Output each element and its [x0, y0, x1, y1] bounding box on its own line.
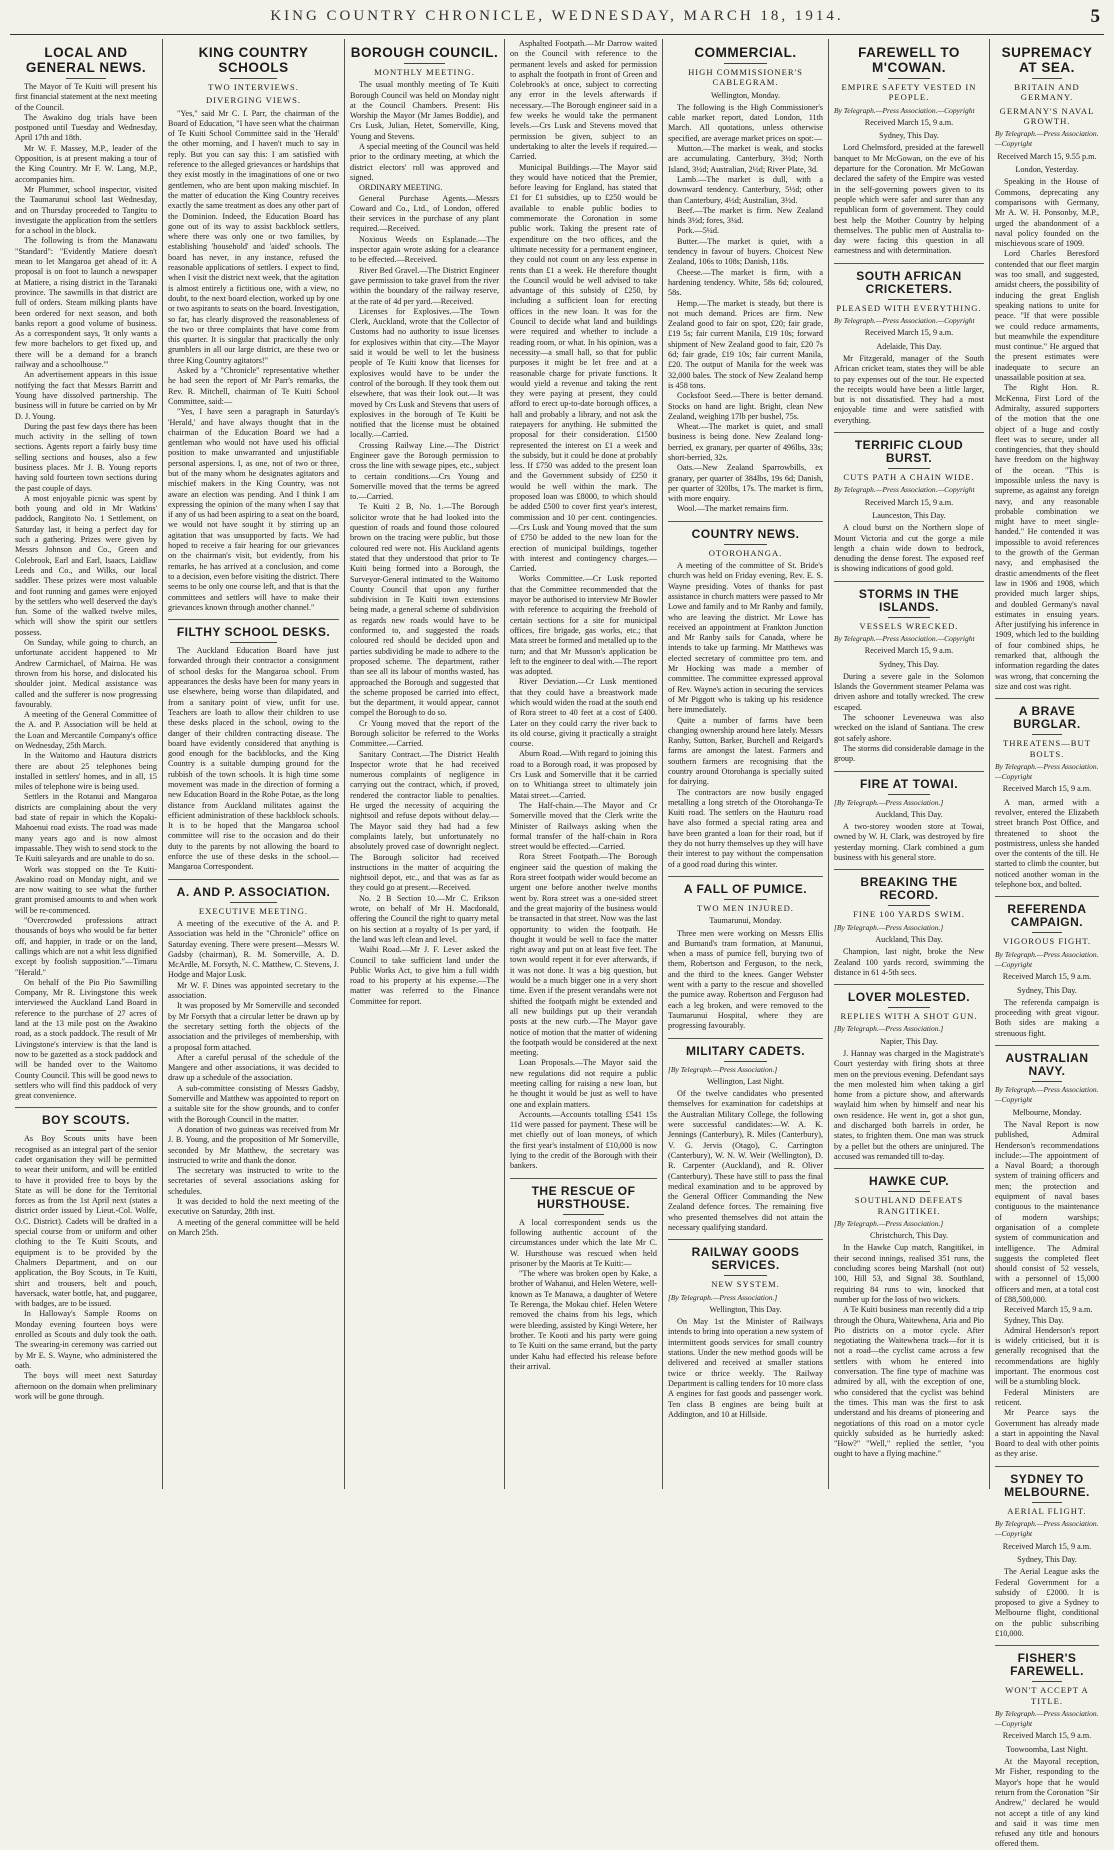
article-paragraph: Waihi Road.—Mr J. F. Lever asked the Council to take sufficient land under the Public Works Act, to give him a full width road to his property at his expense.—The matter was referred to the Finance Committee for report. — [350, 945, 499, 1006]
article-paragraph: Wheat.—The market is quiet, and small business is being done. New Zealand long-berried, ex granary, per quarter of 496lbs, 33s; short-berried, 32s. — [668, 422, 823, 462]
article-divider — [995, 1645, 1099, 1646]
article-paragraph: An advertisement appears in this issue notifying the fact that Messrs Barritt and Young have dissolved partnership. The business will in future be carried on by Mr D. J. Young. — [15, 370, 157, 421]
article-headline: FIRE AT TOWAI. — [859, 776, 959, 791]
article-subheading: EXECUTIVE MEETING. — [198, 905, 309, 916]
article-headline: KING COUNTRY SCHOOLS — [198, 45, 309, 75]
article-received-time: Received March 15, 9.55 p.m. — [997, 151, 1097, 161]
article-paragraph: Works Committee.—Cr Lusk reported that the Committee recommended that the mayor be authorised to interview Mr Bowler with reference to acquiring the freehold of certain sections for a site for municipal offices, fire brigade, gas works, etc.; that Mata street be formed and metalled up to the turn; and that Mr Musson's application be left to the engineer to deal with.—The report was adopted. — [510, 574, 657, 677]
article — [995, 1045, 1099, 1460]
article-paragraph: A most enjoyable picnic was spent by both young and old in Mr Watkins' paddock, Rangitoto No. 1 Settlement, on Saturday last, it being a perfect day for such a gathering. Prizes were given by Messrs Johnson and Co., Green and Colebrook, Earl and Earl, Isaacs, Laidlaw Leeds and Co., and Wilks, our local saddler. These prizes were most valuable and foot running and games were enjoyed by the settlers who well deserved the day's fun. Some of the walked twelve miles, which will show the spirit our settlers possess. — [15, 493, 157, 637]
article-paragraph: "The where was broken open by Kake, a brother of Wahanui, and Helen Wetere, well-known as Te Manawa, a daughter of Wetere Te Rerenga, the Mokau chief. Helen Wetere removed the chains from his legs, which were bleeding, assisted by Kingi Wetere, her brother. Te Kooti and his party were going to Te Kuiti on the same errand, but the party under Kahu had effected his release before their arrival. — [510, 1269, 657, 1371]
article-paragraph: A meeting of the General Committee of the A. and P. Association will be held at the Loan and Mercantile Company's office on Wednesday, 25th March. — [15, 710, 157, 750]
article-divider — [668, 1239, 823, 1240]
article-paragraph: The following is the High Commissioner's cable market report, dated London, 11th March. All quotations, unless otherwise specified, are average market prices on spot:— — [668, 102, 823, 143]
article-headline: BOY SCOUTS. — [42, 1113, 130, 1128]
article-headline: A FALL OF PUMICE. — [683, 881, 808, 896]
headline-rule — [888, 617, 930, 618]
article-paragraph: It was proposed by Mr Somerville and seconded by Mr Forsyth that a circular letter be drawn up by the secretary setting forth the objects of the association and the privileges of membership, with a proposal form attached. — [168, 1001, 339, 1052]
article-paragraph: Mr W. F. Dines was appointed secretary to the association. — [168, 980, 339, 1001]
article-paragraph: The usual monthly meeting of Te Kuiti Borough Council was held on Monday night at the Council Chambers. Present: His Worship the Mayor (Mr James Boddie), and Crs Lusk, Julian, Hetet, Somerville, King, Young and Stevens. — [350, 80, 499, 141]
article-dateline: By Telegraph.—Press Association.—Copyright — [995, 1085, 1099, 1105]
article-subheading: FINE 100 YARDS SWIM. — [853, 909, 965, 920]
article-subheading: MONTHLY MEETING. — [374, 67, 475, 77]
article-paragraph: Lord Chelmsford, presided at the farewell banquet to Mr McGowan, on the eve of his departure for the Coronation. Mr McGowan declared the safety of the Empire was vested in the self-governing powers given to its people which were safer and surer than any republican form of government. They could best help the Mother Country by helping themselves. The public men of Australia to-day were facing this question in all earnestness and with determination. — [834, 143, 984, 256]
article-divider — [995, 1466, 1099, 1467]
article-headline: A. AND P. ASSOCIATION. — [176, 884, 331, 899]
article-paragraph: The Awakino dog trials have been postponed until Tuesday and Wednesday, April 17th and 18th. — [15, 112, 157, 143]
article — [995, 896, 1099, 1039]
article — [834, 432, 984, 575]
article-place: Auckland, This Day. — [875, 809, 943, 819]
article-paragraph: Noxious Weeds on Esplanade.—The inspector again wrote asking for a clearance to be effected.—Received. — [350, 234, 499, 265]
article — [834, 771, 984, 864]
article-dateline: [By Telegraph.—Press Association.] — [834, 922, 944, 932]
article-paragraph: Mr Pearce says the Government has already made a start in appointing the Naval Board to deal with other points as they arise. — [995, 1408, 1099, 1459]
article — [995, 698, 1099, 890]
article-divider — [834, 581, 984, 582]
article — [350, 45, 499, 1007]
headline-rule — [724, 899, 767, 900]
article-paragraph: A meeting of the executive of the A. and P. Association was held in the "Chronicle" office on Saturday evening. There were present—Messrs W. Gadsby (chairman), R. M. Somerville, A. D. McArdle, M. Forsyth, N. C. Matthew, C. Stevens, J. Hodge and Major Lusk. — [168, 918, 339, 980]
article-headline: A BRAVE BURGLAR. — [1013, 704, 1081, 732]
columns-container — [10, 39, 1104, 1849]
column-5 — [663, 39, 829, 1489]
article-paragraph: On behalf of the Pio Pio Sawmilling Company, Mr R. Livingstone this week interviewed the Auckland Land Board in reference to the purchase of 27 acres of land at the 13 mile post on the Awakino road, as a stock paddock. The result of Mr Livingstone's interview is that the land is now to be gazetted as a stock paddock and will be handed over to the Waitomo County Council. This will be good news to settlers who will find this paddock of very great convenience. — [15, 977, 157, 1101]
article — [668, 1239, 823, 1420]
article-divider — [834, 1168, 984, 1169]
article-subheading: REPLIES WITH A SHOT GUN. — [840, 1011, 978, 1022]
column-2 — [163, 39, 345, 1489]
article-paragraph: "Yes, I have seen a paragraph in Saturday's 'Herald,' and have always thought that in the chairman of the Education Board we had a gentleman who would not have used his official position to make unwarranted and unjustifiable personal aspersions. I, as one, not of two or three, but of the many whom he designates agitators and mischief makers in the King Country, was not aware an election was pending. And I think I am expressing the opinion of the many when I say that if any of us had been aspiring to a seat on the board, we would not have sought it by stirring up an agitation that was unsupported by facts. We had hoped to receive a fair hearing for our grievances on the chairman's visit, but evidently, from his remarks, he has arrived at a conclusion, and come to a decision, even before visiting the district. There seems to be only one course left, and that is that the committees and settlers will have to make their grievances known through another channel." — [168, 407, 339, 612]
article — [668, 876, 823, 1032]
article-headline: BREAKING THE RECORD. — [860, 875, 958, 903]
article-paragraph: Of the twelve candidates who presented themselves for examination for cadetships at the Australian Military College, the following were successful candidates:—W. A. K. Jennings (Canterbury), R. Miles (Canterbury), V. G. Jervis (Otago), C. Carrington (Canterbury), W. N. W. Weir (Wellington), D. R. Carpenter (Auckland), and R. Oliver (Canterbury). These have still to pass the final medical examination and to be approved by the General Officer Commanding the New Zealand defence forces. The remaining five who presented themselves did not attain the necessary qualifying standard. — [668, 1089, 823, 1232]
headline-rule — [724, 63, 767, 64]
article-subheading: NEW SYSTEM. — [711, 1279, 780, 1290]
article-paragraph: Licenses for Explosives.—The Town Clerk, Auckland, wrote that the Collector of Customs had no authority to issue licenses for explosives within that city.—The Mayor said it would be well to let the business people of Te Kuiti know that licenses for explosives would have to be under the control of the borough. If they took them out elsewhere, that was their look out.—It was moved by Crs Lusk and Stevens that users of explosives in the borough of Te Kuiti be notified that the license must be obtained locally.—Carried. — [350, 306, 499, 440]
article-divider — [15, 1107, 157, 1108]
article-paragraph: Settlers in the Rotanui and Mangaroa districts are complaining about the very bad state of repair in which the Kopaki-Mahoenui road exists. The road was made many years ago and is now almost impassable. They wish to send stock to the Te Kuiti saleyards and are unable to do so. — [15, 792, 157, 864]
article-paragraph: "Yes," said Mr C. I. Parr, the chairman of the Board of Education, "I have seen what the chairman of Te Kuiti School Committee said in the 'Herald' the other morning, and I haven't much to say in reply. But you can say this: I am satisfied with reference to the alleged grievances or hardships that they exist mostly in the imaginations of one or two gentlemen, who are bent upon making mischief. In the matter of education the King Country receives exactly the same treatment as does any other part of the Dominion. Indeed, the Education Board has gone out of its way to assist backblock settlers, where there was only one or two families, by establishing 'household' and 'aided' schools. The board has never, in any instance, refused the reasonable applications of settlers. I expect to find, when I visit the district next week, that the agitation is almost entirely a fictitious one, with a view, no doubt, to the next board election, worked up by one or two aspirants to seats on the board. Investigation, so far, has clearly disproved the reasonableness of the two or three complaints that have come from this quarter. It is singular that practically the only grumblers in all our large district, are these two or three King Country agitators!" — [168, 108, 339, 365]
headline-rule — [888, 78, 930, 79]
article-paragraph: Rora Street Footpath.—The Borough engineer said the question of making the Rora street footpath wider would become an urgent one before another twelve months went by. Rora street was a one-sided street and the great majority of the business would be transacted in that street. Now was the last opportunity to widen the footpath. He thought it would be well to face the matter right away and put on at least five feet. The town would repent it for ever afterwards, if it was not done. It was a big question, but would be a much bigger one in a very short time. Even if the present verandahs were not shifted the footpath might be extended and all new buildings put up their verandah posts at the new curb.—The Mayor gave notice of motion that the matter of widening the footpath would be considered at the next meeting. — [510, 852, 657, 1058]
article — [168, 879, 339, 1239]
article-dateline: [By Telegraph.—Press Association.] — [668, 1292, 778, 1302]
article-place: Christchurch, This Day. — [870, 1231, 948, 1241]
article — [995, 45, 1099, 692]
article — [15, 1107, 157, 1402]
article-divider — [668, 521, 823, 522]
headline-rule — [230, 902, 278, 903]
article-paragraph: It was decided to hold the next meeting of the executive on Saturday, 28th inst. — [168, 1196, 339, 1217]
article-dateline: By Telegraph.—Press Association.—Copyright — [834, 485, 975, 495]
article-place: Toowoomba, Last Night. — [1006, 1744, 1088, 1754]
article-paragraph: Received March 15, 9 a.m. — [1004, 1305, 1093, 1315]
article-place: Sydney, This Day. — [879, 131, 939, 141]
article-headline: RAILWAY GOODS SERVICES. — [691, 1245, 800, 1273]
article-subheading: CUTS PATH A CHAIN WIDE. — [843, 472, 975, 483]
article-paragraph: A meeting of the committee of St. Bride's church was held on Friday evening, Rev. E. S. Wayne presiding. Votes of thanks for past assistance in church matters were passed to Mr Lowe and family and to Mr Ranby and family, who are leaving the district. Mr Lowe has received an appointment at Frankton Junction and Mr Ranby sails for Canada, where he intends to take up farming. Mr Matthews was elected secretary of committee pro tem. and Mr Hocking was made a member of committee. The committee expressed approval of Rev. Wayne's action in securing the services of Mr Piggott who is taking up his residence here immediately. — [668, 561, 823, 715]
article-paragraph: Crossing Railway Line.—The District Engineer gave the Borough permission to cross the line with sewage pipes, etc., subject to certain conditions.—Crs Young and Somerville moved that the terms be agreed to.—Carried. — [350, 440, 499, 502]
article-paragraph: Cheese.—The market is firm, with a hardening tendency. White, 58s 6d; coloured, 58s. — [668, 267, 823, 298]
article-dateline: By Telegraph.—Press Association.—Copyright — [995, 1519, 1099, 1539]
article-subheading: TWO MEN INJURED. — [697, 902, 794, 913]
article-paragraph: The schooner Leveneuwa was also wrecked on the island of Santiana. The crew got safely ashore. — [834, 713, 984, 743]
article-paragraph: Cocksfoot Seed.—There is better demand. Stocks on hand are light. Bright, clean New Zealand, weighing 17lb per bushel, 75s. — [668, 391, 823, 421]
article-place: Wellington, Last Night. — [706, 1076, 785, 1086]
article-received-time: Received March 15, 9 a.m. — [1002, 972, 1092, 982]
article-paragraph: The boys will meet next Saturday afternoon on the domain when preliminary work will be gone through. — [15, 1371, 157, 1401]
article-paragraph: Sydney, This Day. — [1004, 1315, 1064, 1325]
article-paragraph: The storms did considerable damage in the group. — [834, 743, 984, 764]
article-divider — [995, 698, 1099, 699]
article-divider — [668, 876, 823, 877]
article-paragraph: Cr Young moved that the report of the Borough solicitor be referred to the Works Committee.—Carried. — [350, 718, 499, 749]
article — [168, 619, 339, 873]
article-paragraph: A special meeting of the Council was held prior to the ordinary meeting, at which the district electors' roll was approved and signed. — [350, 142, 499, 182]
article-subheading: VESSELS WRECKED. — [859, 620, 959, 631]
article-headline: SYDNEY TO MELBOURNE. — [1004, 1471, 1090, 1499]
column-6 — [829, 39, 990, 1489]
article-paragraph: A meeting of the general committee will be held on March 25th. — [168, 1217, 339, 1237]
article-paragraph: Speaking in the House of Commons, deprecating any comparisons with Germany, Mr A. W. H. Ponsonby, M.P., urged the abandonment of a naval policy founded on the mischievous scare of 1909. — [995, 177, 1099, 249]
article-paragraph: At the Mayoral reception, Mr Fisher, responding to the Mayor's hope that he would return from the Coronation "Sir Andrew," declared he would not accept a title of any kind and said it was time men refused any title and honours offered them. — [995, 1757, 1099, 1849]
column-3 — [345, 39, 505, 1489]
article-paragraph: Three men were working on Messrs Ellis and Burnand's tram formation, at Manunui, when a mass of pumice fell, burying two of them, Robertson and Ferguson, to the neck, and the third to the knees. Ganger Webster went with a party to the rescue and shovelled the pumice away. Robertson and Ferguson had each a leg broken, and were removed to the Taumarunui Hospital, where they are progressing favourably. — [668, 928, 823, 1031]
masthead — [10, 4, 1104, 35]
article — [995, 1645, 1099, 1849]
article-paragraph: Lamb.—The market is dull, with a downward tendency. Canterbury, 5½d; other than Canterbury, 4½d; Australian, 3½d. — [668, 174, 823, 205]
article-subheading: EMPIRE SAFETY VESTED IN PEOPLE. — [841, 82, 977, 103]
article-paragraph: Oats.—New Zealand Sparrowbills, ex granary, per quarter of 384lbs, 19s 6d; Danish, per quarter of 320lbs, 17s. The market is firm, with more enquiry. — [668, 463, 823, 504]
article-headline: LOVER MOLESTED. — [847, 990, 971, 1005]
article — [834, 45, 984, 257]
article-paragraph: Federal Ministers are reticent. — [995, 1387, 1099, 1407]
headline-rule — [888, 468, 930, 469]
article-paragraph: Hemp.—The market is steady, but there is not much demand. Prices are firm. New Zealand good to fair on spot, £20; fair grade, £19 5s; fair current Manila, £19 10s; forward shipment of New Zealand good to fair, £20 7s 6d; fair grade, £19 10s; fair current Manila, £20. The output of Manila for the week was 32,000 bales. The stock of New Zealand hemp is 458 tons. — [668, 298, 823, 390]
article-paragraph: A cloud burst on the Northern slope of Mount Victoria and cut the gorge a mile length a chain wide down to bedrock, denuding the dense forest. The exposed reef is showing indications of good gold. — [834, 523, 984, 574]
article-paragraph: The contractors are now busily engaged metalling a long stretch of the Otorohanga-Te Kuiti road. The settlers on the Hauturu road have also formed a special rating area and have been granted a loan for their road, but if they do not hurry themselves up they will have their interest to pay without the compensation of a good road during this winter. — [668, 787, 823, 869]
article-place: Auckland, This Day. — [875, 934, 943, 944]
article-dateline: [By Telegraph.—Press Association.] — [668, 1064, 778, 1074]
article — [834, 263, 984, 426]
article-subheading: TWO INTERVIEWS. — [208, 82, 299, 92]
article-divider — [668, 1038, 823, 1039]
article-paragraph: Aburn Road.—With regard to joining this road to a Borough road, it was proposed by Crs Lusk and Somerville that it be carried on to Whitianga street to ultimately join Matai street.—Carried. — [510, 749, 657, 800]
article — [668, 521, 823, 870]
article-paragraph: Butter.—The market is quiet, with a tendency in favour of buyers. Choicest New Zealand, 106s to 108s; Danish, 118s. — [668, 236, 823, 267]
article-dateline: By Telegraph.—Press Association.—Copyright — [995, 761, 1099, 782]
article-subheading: VIGOROUS FIGHT. — [1002, 936, 1092, 947]
article-paragraph: Mr Plummer, school inspector, visited the Taumarunui school last Wednesday, and on Thursday proceeded to Tangitu to investigate the application from the settlers for a school in the block. — [15, 184, 157, 236]
article-paragraph: A donation of two guineas was received from Mr J. B. Young, and the proposition of Mr Somerville, seconded by Mr Matthew, the secretary was instructed to write and thank the donor. — [168, 1124, 339, 1165]
headline-rule — [1032, 78, 1061, 79]
article-dateline: By Telegraph.—Press Association.—Copyright — [834, 105, 975, 115]
article-divider — [834, 432, 984, 433]
headline-rule — [888, 905, 930, 906]
article-dateline: By Telegraph.—Press Association.—Copyright — [834, 633, 975, 643]
article-paragraph: Mr Fitzgerald, manager of the South African cricket team, states they will be able to pay expenses out of the tour. He expected the receipts would have been a little larger, but is not dissatisfied. They had a most enjoyable time and were satisfied with everything. — [834, 353, 984, 425]
article-headline: BOROUGH COUNCIL. — [350, 45, 499, 60]
article-headline: AUSTRALIAN NAVY. — [1005, 1051, 1089, 1079]
article — [668, 45, 823, 515]
article-headline: THE RESCUE OF HURSTHOUSE. — [531, 1183, 636, 1211]
column-7 — [990, 39, 1104, 1849]
headline-rule — [1032, 734, 1061, 735]
article-subheading: DIVERGING VIEWS. — [205, 95, 302, 106]
article-divider — [834, 984, 984, 985]
article-paragraph: Asphalted Footpath.—Mr Darrow waited on the Council with reference to the permanent levels and asked for permission to asphalt the footpath in front of Green and Colebrook's at once, subject to correcting any error in the levels afterwards if necessary.—The Borough engineer said in a few weeks he would take the permanent levels.—Crs Lusk and Stevens moved that permission be given, subject to an undertaking to alter the levels if required.—Carried. — [510, 39, 657, 162]
article-divider — [834, 771, 984, 772]
article — [834, 984, 984, 1162]
article-paragraph: The following is from the Manawatu "Standard": "Evidently Matiere doesn't mean to let Mangaroa get ahead of it: A proposal is on foot to launch a newspaper at Matiere, a rising district in the Taranaki province. The sawmills in that district are full of orders. Steam milking plants have been ordered for next season, and both banks report a good volume of business. As a correspondent says, 'It only wants a few more bachelors to get fixed up, and there will be a demand for a branch railway and a schoolhouse.'" — [15, 236, 157, 370]
article-paragraph: ORDINARY MEETING. — [359, 183, 443, 193]
article-paragraph: Municipal Buildings.—The Mayor said they would have noticed that the Premier, before leaving for England, has stated that £1 for £1 subsidies, up to £250 would be available to enable public bodies to commemorate the Coronation in some public work. Taking the present rate of expenditure on the two offices, and the ultimate necessity for a permanent engineer, they could not count on any less expense in rents than £1 a week. He therefore thought the Council would be well advised to take advantage of this subsidy of £250, by including a sufficient loan for erecting offices in the new loan. It was for the Council to decide what land and buildings were required and whether to include a reading room, or what. In his opinion, was a necessity—a small hall, so that for public purposes it might be let free and at a reasonable charge for private functions. It would yield a revenue and taking the rent they were paying at present, they could afford to erect up-to-date borough offices, a hall and probably a library, and not ask the ratepayers for anything. He submitted the proposal for their consideration. £1500 represented the interest on £1 a week and the subsidy, but it could be done at probably less. If £750 was added to the present loan and the Government subsidy of £250 it would be well within the mark. The proposed loan was £8000, to which should be added £500 to cover first year's interest, commission and 10 per cent. contingencies.—Crs Lusk and Young moved that the sum of £750 be added to the new loan for the erection of municipal buildings, together with interest and contingency charges.—Carried. — [510, 162, 657, 574]
article — [15, 45, 157, 1101]
article-paragraph: Te Kuiti 2 B, No. 1.—The Borough solicitor wrote that he had looked into the question of roads and found those coloured brown on the tracing were public, but those coloured red were not. His Auckland agents stated that they understood that prior to Te Kuiti being formed into a Borough, the Surveyor-General intimated to the Waitomo County Council that upon any further subdivision in Te Kuiti town extensions being made, a general scheme of subdivision as regards new roads would have to be conformed to, and suggested the roads coloured red should be decided upon and parties subdividing be made to adhere to the proposed scheme. The department, rather than see all its labour of months wasted, has approached the Borough and suggested that the scheme proposed be carried into effect, but the department, it would appear, cannot compel the Borough to do so. — [350, 502, 499, 718]
article-paragraph: The Right Hon. R. McKenna, First Lord of the Admiralty, assured supporters of the motion that the one object of a huge and costly fleet was to secure, under all contingencies, that they should have freedom on the highway of the ocean. "This is impossible unless the navy is supreme, as against any foreign navy, and any reasonable probable combination we might have to meet single-handed." He contended it was impossible to avoid references to the growth of the German navy, and emphasised the drastic amendments of the fleet law in 1906 and 1908, which provided much larger ships, and doubled Germany's naval estimates in ensuing years. After justifying his inference in 1909, which led to the building of four combined ships, he remarked that, although the information regarding the dates was wrong, that concerning the size and cost was right. — [995, 383, 1099, 691]
article-paragraph: Champion, last night, broke the New Zealand 100 yards record, swimming the distance in 61 4-5th secs. — [834, 947, 984, 977]
article-paragraph: A two-storey wooden store at Towai, owned by W. H. Clark, was destroyed by fire yesterday morning. Clark combined a gum business with his general store. — [834, 822, 984, 863]
article-received-time: Received March 15, 9 a.m. — [1002, 784, 1092, 794]
article-headline: TERRIFIC CLOUD BURST. — [854, 438, 964, 466]
column-4 — [505, 39, 663, 1489]
article-subheading: OTOROHANGA. — [708, 547, 783, 558]
article-dateline: [By Telegraph.—Press Association.] — [834, 797, 944, 807]
article-place: Napier, This Day. — [880, 1036, 938, 1046]
article-paragraph: As Boy Scouts units have been recognised as an integral part of the senior cadet organisation they will be permitted to wear their uniform, and will be entitled to have it provided free to boys by the State as will be done for the Territorial forces as from the 1st April next (states a district order issued by Lieut.-Col. Wolfe, O.C. District). Cadets will be drafted in a special course from or uniform and other clothing to the Te Kuiti Scouts, and equipment is to be provided by the Chalmers Department, and on our application, the Boy Scouts, in Te Kuiti, shirt and trousers, belt and pouch, haversack, water bottle, hat, and puggaree, with badges, are to be issued. — [15, 1134, 157, 1309]
article-subheading: GERMANY'S NAVAL GROWTH. — [999, 105, 1095, 126]
article-dateline: By Telegraph.—Press Association.—Copyright — [995, 129, 1099, 149]
article-place: Melbourne, Monday. — [1012, 1107, 1082, 1117]
article-dateline: By Telegraph.—Press Association.—Copyright — [834, 316, 975, 326]
article-paragraph: Quite a number of farms have been changing ownership around here lately. Messrs Ranby, Sutton, Barker, Burchell and Reigard's farms are amongst the latest. Farmers and southern farmers are recognising that the country around Otorohanga is specially suited for dairying. — [668, 715, 823, 787]
headline-rule — [230, 642, 278, 643]
article-paragraph: "Overcrowded professions attract thousands of boys who would be far better off, and happier, in trade or on the land, callings which are not a whit less dignified except by foolish supposition."—Timaru "Herald." — [15, 916, 157, 977]
article-divider — [834, 869, 984, 870]
article-place: Wellington, This Day. — [709, 1304, 782, 1314]
article-divider — [510, 1178, 657, 1179]
article-subheading: PLEASED WITH EVERYTHING. — [836, 302, 982, 313]
headline-rule — [1032, 1681, 1061, 1682]
article-dateline: [By Telegraph.—Press Association.] — [834, 1024, 944, 1034]
article-paragraph: In the Hawke Cup match, Rangitikei, in their second innings, realised 351 runs, the concluding scores being Marshall (not out) 100, Hill 53, and Signal 38. Southland, requiring 84 runs to win, knocked that number up for the loss of two wickets. — [834, 1243, 984, 1304]
article-headline: STORMS IN THE ISLANDS. — [858, 586, 960, 614]
article-paragraph: No. 2 B Section 10.—Mr C. Erikson wrote, on behalf of Mr H. Macdonald, offering the Council the right to quarry metal on his section at a royalty of 1s per yard, if the land was left clean and level. — [350, 893, 499, 944]
headline-rule — [888, 1191, 930, 1192]
headline-rule — [724, 1061, 767, 1062]
article-paragraph: The referenda campaign is proceeding with great vigour. Both sides are making a strenuous fight. — [995, 997, 1099, 1038]
article-headline: LOCAL AND GENERAL NEWS. — [25, 45, 147, 75]
article-paragraph: The Aerial League asks the Federal Government for a subsidy of £2000. It is proposed to give a Sydney to Melbourne flight, conditional on the public subscribing £10,000. — [995, 1567, 1099, 1638]
article-paragraph: Wool.—The market remains firm. — [677, 504, 789, 514]
article-paragraph: On May 1st the Minister of Railways intends to bring into operation a new system of intermittent goods services for small country stations. Under the new method goods will be delivered and received at smaller stations twice or thrice weekly. The Railway Department is calling tenders for 10 more class A engines for fast goods and passenger work. Ten class B engines are being built at Addington, and 10 at Hillside. — [668, 1317, 823, 1419]
article-paragraph: In Halloway's Sample Rooms on Monday evening fourteen boys were enrolled as Scouts and duly took the oath. The swearing-in ceremony was carried out by Mr E. S. Wayne, who administered the oath. — [15, 1309, 157, 1370]
article-divider — [168, 879, 339, 880]
article-dateline: [By Telegraph.—Press Association.] — [834, 1218, 944, 1228]
article-paragraph: River Bed Gravel.—The District Engineer gave permission to take gravel from the river within the boundary of the railway reserve, at the rate of 4d per yard.—Received. — [350, 265, 499, 306]
article-headline: COUNTRY NEWS. — [691, 526, 800, 541]
article — [668, 1038, 823, 1234]
article-paragraph: Mr W. F. Massey, M.P., leader of the Opposition, is at present making a tour of the King Country. Mr F. W. Lang, M.P., accompanies him. — [15, 143, 157, 184]
article-paragraph: After a careful perusal of the schedule of the Mangere and other associations, it was decided to draw up a schedule of the association. — [168, 1052, 339, 1083]
article-headline: MILITARY CADETS. — [685, 1043, 806, 1058]
article-paragraph: Admiral Henderson's report is widely criticised, but it is generally recognised that the recommendations are highly important. The enormous cost will be a stumbling block. — [995, 1325, 1099, 1387]
article-subheading: THREATENS—BUT BOLTS. — [1003, 738, 1091, 759]
article-paragraph: The Auckland Education Board have just forwarded through their contractor a consignment of school desks for the Mangaroa school. From appearances the desks have been for many years in use elsewhere, being worse than dilapidated, and from a sanitary point of view, unfit for use. Teachers are loath to allow their children to use these desks placed in the school, owing to the danger of their children contracting disease. The board have evidently considered that anything is good enough for the backblocks, and the King Country is a suitable dumping ground for the rubbish of the town schools. It is high time some movement was made in the direction of forming a new Education Board in the Rohe Potae, as the long distance from Auckland militates against the efficient administration of these backblock schools. It is to be hoped that the Mangaroa school committee will rise to the occasion and do their duty to the parents by not allowing the board to enforce the use of these desks in the school.—Mangaroa Correspondent. — [168, 646, 339, 872]
article-received-time: Received March 15, 9 a.m. — [864, 328, 954, 338]
article-paragraph: On Sunday, while going to church, an unfortunate accident happened to Mr Andrew Carmichael, of Mairoa. He was thrown from his horse, and dislocated his shoulder joint. Medical assistance was called and the sufferer is now progressing favourably. — [15, 638, 157, 709]
article-paragraph: Beef.—The market is firm. New Zealand hinds 3½d; fores, 3¼d. — [668, 205, 823, 226]
article-paragraph: Mutton.—The market is weak, and stocks are accumulating. Canterbury, 3½d; North Island, 3½d; Australian, 2½d; River Plate, 3d. — [668, 144, 823, 174]
headline-rule — [1032, 1502, 1061, 1503]
article-headline: SUPREMACY AT SEA. — [1001, 45, 1093, 75]
headline-rule — [1032, 932, 1061, 933]
article-subheading: BRITAIN AND GERMANY. — [1014, 82, 1080, 103]
article-received-time: Received March 15, 9 a.m. — [864, 117, 954, 127]
article-paragraph: A sub-committee consisting of Messrs Gadsby, Somerville and Matthew was appointed to report on a suitable site for the show grounds, and to confer with the Borough Council in the matter. — [168, 1083, 339, 1124]
page-number: 5 — [1090, 6, 1100, 27]
article-headline: REFERENDA CAMPAIGN. — [1007, 902, 1087, 930]
article-headline: FISHER'S FAREWELL. — [1010, 1651, 1084, 1679]
article — [168, 45, 339, 613]
masthead-title: KING COUNTRY CHRONICLE, WEDNESDAY, MARCH 18, 1914. — [270, 8, 844, 24]
article-headline: HAWKE CUP. — [868, 1174, 950, 1189]
article-place: Wellington, Monday. — [710, 90, 781, 100]
article-dateline: By Telegraph.—Press Association.—Copyright — [995, 949, 1099, 969]
article-paragraph: J. Hannay was charged in the Magistrate's Court yesterday with firing shots at three men on the previous evening. Defendant says the men molested him when taking a girl home from a picture show, and afterwards waylaid him when by himself and near his own residence. He went in, got a shot gun, and discharged both barrels in order, he states, to frighten them. One man was struck by a pellet but the others are uninjured. The accused was remanded till to-day. — [834, 1049, 984, 1161]
article-subheading: AERIAL FLIGHT. — [1007, 1505, 1087, 1516]
article-dateline: By Telegraph.—Press Association.—Copyright — [995, 1708, 1099, 1729]
article-subheading: WON'T ACCEPT A TITLE. — [1005, 1685, 1089, 1706]
article-paragraph: A local correspondent sends us the following authentic account of the circumstances under which the late Mr C. W. Hursthouse was rescued when held prisoner by the Maoris at Te Kuiti:— — [510, 1217, 657, 1268]
article-divider — [995, 896, 1099, 897]
article-paragraph: In the Waitomo and Hautura districts there are about 25 telephones being installed in settlers' homes, and in all, 15 miles of telephone wire is being used. — [15, 751, 157, 792]
article-received-time: Received March 15, 9 a.m. — [1002, 1541, 1092, 1551]
column-1 — [10, 39, 163, 1489]
article-paragraph: The Half-chain.—The Mayor and Cr Somerville moved that the Clerk write the Minister of Railways asking when the formal transfer of the half-chain in Rora street would be effected.—Carried. — [510, 800, 657, 852]
article-headline: FILTHY SCHOOL DESKS. — [176, 625, 331, 640]
headline-rule — [724, 544, 767, 545]
headline-rule — [66, 78, 106, 79]
article — [510, 1178, 657, 1372]
article-subheading: SOUTHLAND DEFEATS RANGITIKEI. — [854, 1195, 964, 1216]
article-paragraph: Accounts.—Accounts totalling £541 15s 11d were passed for payment. These will be met chiefly out of loan moneys, of which the first year's instalment of £10,000 is now lying to the credit of the Borough with their bankers. — [510, 1109, 657, 1171]
article-paragraph: General Purchase Agents.—Messrs Coward and Co., Ltd., of London, offered their services in the purchase of any plant required.—Received. — [350, 193, 499, 234]
headline-rule — [1032, 1081, 1061, 1082]
article-paragraph: River Deviation.—Cr Lusk mentioned that they could have a breastwork made which would widen the road at the south end of Rora street to 40 feet at a cost of £400. Later on they could carry the river back to its old course, giving it practically a straight course. — [510, 677, 657, 749]
article-divider — [834, 263, 984, 264]
article — [834, 581, 984, 765]
headline-rule — [888, 1007, 930, 1008]
headline-rule — [888, 794, 930, 795]
article — [510, 39, 657, 1172]
article — [834, 1168, 984, 1459]
article-paragraph: During the past few days there has been much activity in the selling of town sections. Agents report a fairly busy time selling sections and houses, also a few business places. Mr J. B. Young reports having sold fourteen town sections during the past couple of days. — [15, 421, 157, 493]
article-headline: SOUTH AFRICAN CRICKETERS. — [856, 268, 962, 296]
article-place: Sydney, This Day. — [1017, 1554, 1077, 1564]
article-paragraph: Pork.—5¼d. — [677, 226, 720, 236]
article-place: Sydney, This Day. — [1017, 985, 1077, 995]
article-paragraph: During a severe gale in the Solomon Islands the Government steamer Pelama was driven ashore and totally wrecked. The crew escaped. — [834, 671, 984, 712]
article — [995, 1466, 1099, 1640]
headline-rule — [404, 63, 446, 64]
article-subheading: HIGH COMMISSIONER'S CABLEGRAM. — [688, 67, 803, 88]
headline-rule — [888, 299, 930, 300]
article-paragraph: Loan Proposals.—The Mayor said the new regulations did not require a public meeting calling for raising a new loan, but he thought it would be just as well to have one and explain matters. — [510, 1058, 657, 1109]
article-paragraph: The secretary was instructed to write to the secretaries of several associations asking for schedules. — [168, 1166, 339, 1196]
article-paragraph: Asked by a "Chronicle" representative whether he had seen the report of Mr Parr's remarks, the Rev. R. Mitchell, chairman of Te Kuiti School Committee, said:— — [168, 366, 339, 406]
article-place: Sydney, This Day. — [879, 659, 939, 669]
article-paragraph: The Naval Report is now published, Admiral Henderson's recommendations include:—The appointment of a Naval Board; a thorough system of training officers and men; the protection and equipment of naval bases contiguous to the maintenance of modern warships; organisation of a complete system of communication and intelligence. The Admiral suggests the completed fleet should consist of 52 vessels, with a personnel of 15,000 officers and men, at a total cost of £88,500,000. — [995, 1119, 1099, 1304]
article-place: Taumarunui, Monday. — [709, 916, 782, 926]
article-received-time: Received March 15, 9 a.m. — [864, 497, 954, 507]
article-paragraph: A Te Kuiti business man recently did a trip through the Ohura, Waitewhena, Aria and Pio Pio districts on a motor cycle. After negotiating the Waitewhena track—for it is not a road—the cyclist came across a few settlers with whom he entered into conversation. The fine type of machine was admired by all, with the exception of one, who considered that the cyclist was behind the times. This man was the first to ask understand and his dreams of pioneering and negotiations of this road on a motor cycle quickly subsided as he hurriedly asked: "How?" "Well," replied the settler, "you ought to have a flying machine." — [834, 1305, 984, 1459]
headline-rule — [724, 1275, 767, 1276]
article-paragraph: Work was stopped on the Te Kuiti-Awakino road on Monday night, and we are now waiting to see what the further grant promised amounts to and when work will be re-commenced. — [15, 864, 157, 915]
article-place: Launceston, This Day. — [872, 510, 946, 520]
article-place: Adelaide, This Day. — [876, 341, 942, 351]
article-headline: COMMERCIAL. — [694, 45, 797, 60]
article-paragraph: Lord Charles Beresford contended that our fleet margin was too small, and suggested, amidst cheers, the possibility of inducing the great English speaking nations to unite for peace. "If that were possible we could reduce armaments, but meanwhile the expenditure must continue." He argued that the present estimates were inadequate to secure an unassailable position at sea. — [995, 249, 1099, 383]
article-divider — [995, 1045, 1099, 1046]
article-paragraph: The Mayor of Te Kuiti will present his first financial statement at the next meeting of the Council. — [15, 82, 157, 112]
article — [834, 869, 984, 978]
article-received-time: Received March 15, 9 a.m. — [864, 646, 954, 656]
headline-rule — [66, 1130, 106, 1131]
article-received-time: Received March 15, 9 a.m. — [1002, 1731, 1092, 1741]
article-place: London, Yesterday. — [1015, 165, 1079, 175]
article-paragraph: A man, armed with a revolver, entered the Elizabeth street branch Post Office, and threatened to shoot the postmistress, unless she handed over the contents of the till. He started to climb the counter, but noticed another woman in the telephone box, and bolted. — [995, 797, 1099, 890]
headline-rule — [563, 1214, 604, 1215]
article-divider — [168, 619, 339, 620]
article-headline: FAREWELL TO M'COWAN. — [858, 45, 960, 75]
headline-rule — [230, 78, 278, 79]
article-paragraph: Sanitary Contract.—The District Health Inspector wrote that he had received numerous complaints of negligence in carrying out the contract, which, if proved, rendered the contractor liable to penalties. He urged the necessity of acquiring the nightsoil and refuse depots without delay.—The Mayor said they had had a few complaints lately, but unfortunately no absolutely proved case of downright neglect. The Borough solicitor had received instructions in the matter of acquiring the nightsoil depot, etc., and that was as far as they could go at present.—Received. — [350, 749, 499, 893]
